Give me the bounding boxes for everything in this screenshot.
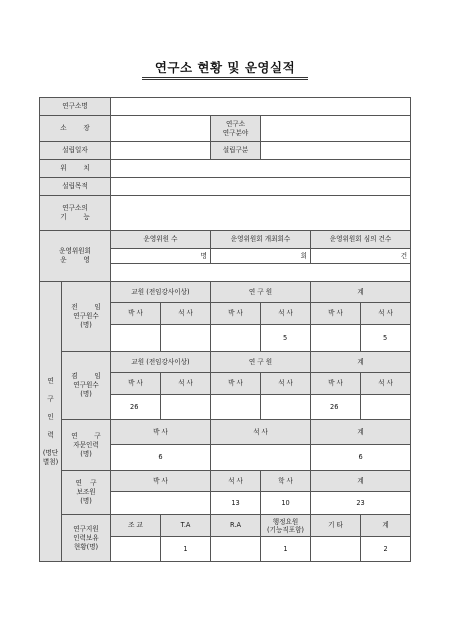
assistant-master-header: 석 사 xyxy=(211,471,261,492)
fulltime-sub-3: 박 사 xyxy=(211,303,261,325)
research-field-field[interactable] xyxy=(261,116,411,142)
fulltime-researcher-header: 연 구 원 xyxy=(211,282,311,303)
row-purpose xyxy=(40,178,411,196)
assistant-doctor-header: 박 사 xyxy=(111,471,211,492)
function-label: 연구소의 기 능 xyxy=(40,196,111,231)
advisory-label: 연 구 자문인력 (명) xyxy=(62,420,111,471)
support-admin-header: 행정요원 (기능직포함) xyxy=(261,515,311,537)
advisory-doctor-header: 박 사 xyxy=(111,420,211,445)
support-total-header: 계 xyxy=(361,515,411,537)
committee-reviews-unit[interactable]: 건 xyxy=(311,249,411,264)
founded-date-label: 설립일자 xyxy=(40,142,111,160)
row-assistant-header xyxy=(40,471,411,492)
parttime-val-1[interactable]: 26 xyxy=(111,395,161,420)
parttime-sub-4: 석 사 xyxy=(261,373,311,395)
assistant-master-value[interactable]: 13 xyxy=(211,492,261,515)
director-field[interactable] xyxy=(111,116,211,142)
row-function xyxy=(40,196,411,231)
fulltime-val-1[interactable] xyxy=(111,325,161,352)
function-field[interactable] xyxy=(111,196,411,231)
row-committee-header xyxy=(40,231,411,249)
fulltime-sub-4: 석 사 xyxy=(261,303,311,325)
advisory-master-header: 석 사 xyxy=(211,420,311,445)
committee-members-header: 운영위원 수 xyxy=(111,231,211,249)
fulltime-sub-1: 박 사 xyxy=(111,303,161,325)
purpose-label: 설립목적 xyxy=(40,178,111,196)
director-label: 소 장 xyxy=(40,116,111,142)
support-total-value[interactable]: 2 xyxy=(361,537,411,562)
parttime-sub-1: 박 사 xyxy=(111,373,161,395)
assistant-bachelor-value[interactable]: 10 xyxy=(261,492,311,515)
row-fulltime-header xyxy=(40,282,411,303)
fulltime-sub-2: 석 사 xyxy=(161,303,211,325)
support-other-value[interactable] xyxy=(311,537,361,562)
research-field-label: 연구소 연구분야 xyxy=(211,116,261,142)
fulltime-val-5[interactable] xyxy=(311,325,361,352)
parttime-val-6[interactable] xyxy=(361,395,411,420)
founding-type-field[interactable] xyxy=(261,142,411,160)
committee-meetings-unit[interactable]: 회 xyxy=(211,249,311,264)
assistant-doctor-value[interactable] xyxy=(111,492,211,515)
row-founded xyxy=(40,142,411,160)
assistant-total-header: 계 xyxy=(311,471,411,492)
row-advisory-header xyxy=(40,420,411,445)
support-label: 연구지원 인력보유 현황(명) xyxy=(62,515,111,562)
parttime-val-4[interactable] xyxy=(261,395,311,420)
advisory-doctor-value[interactable]: 6 xyxy=(111,445,211,471)
advisory-master-value[interactable] xyxy=(211,445,311,471)
committee-label: 운영위원회 운 영 xyxy=(40,231,111,282)
fulltime-total-header: 계 xyxy=(311,282,411,303)
institute-status-form xyxy=(39,97,411,562)
founding-type-label: 설립구분 xyxy=(211,142,261,160)
fulltime-label: 전 임 연구원수 (명) xyxy=(62,282,111,352)
support-ta-value[interactable]: 1 xyxy=(161,537,211,562)
support-ta-assistant-header: 조 교 xyxy=(111,515,161,537)
fulltime-val-4[interactable]: 5 xyxy=(261,325,311,352)
assistant-label: 연 구 보조원 (명) xyxy=(62,471,111,515)
row-support-header xyxy=(40,515,411,537)
research-manpower-label: 연 구 인 력 (명단 별첨) xyxy=(40,282,62,562)
parttime-researcher-header: 연 구 원 xyxy=(211,352,311,373)
committee-reviews-header: 운영위원회 심의 건수 xyxy=(311,231,411,249)
parttime-faculty-header: 교원 (전임강사이상) xyxy=(111,352,211,373)
advisory-total-header: 계 xyxy=(311,420,411,445)
fulltime-val-3[interactable] xyxy=(211,325,261,352)
support-ta-header: T.A xyxy=(161,515,211,537)
parttime-val-3[interactable] xyxy=(211,395,261,420)
fulltime-val-2[interactable] xyxy=(161,325,211,352)
support-ra-value[interactable] xyxy=(211,537,261,562)
committee-meetings-header: 운영위원회 개최회수 xyxy=(211,231,311,249)
support-admin-value[interactable]: 1 xyxy=(261,537,311,562)
fulltime-sub-5: 박 사 xyxy=(311,303,361,325)
row-parttime-header xyxy=(40,352,411,373)
purpose-field[interactable] xyxy=(111,178,411,196)
location-field[interactable] xyxy=(111,160,411,178)
support-ta-assistant-value[interactable] xyxy=(111,537,161,562)
founded-date-field[interactable] xyxy=(111,142,211,160)
support-other-header: 기 타 xyxy=(311,515,361,537)
parttime-sub-6: 석 사 xyxy=(361,373,411,395)
advisory-total-value[interactable]: 6 xyxy=(311,445,411,471)
committee-blank xyxy=(111,264,411,282)
parttime-sub-2: 석 사 xyxy=(161,373,211,395)
row-location xyxy=(40,160,411,178)
committee-members-unit[interactable]: 명 xyxy=(111,249,211,264)
fulltime-sub-6: 석 사 xyxy=(361,303,411,325)
row-institute-name xyxy=(40,98,411,116)
assistant-total-value[interactable]: 23 xyxy=(311,492,411,515)
institute-name-field[interactable] xyxy=(111,98,411,116)
row-director xyxy=(40,116,411,142)
parttime-total-header: 계 xyxy=(311,352,411,373)
parttime-val-2[interactable] xyxy=(161,395,211,420)
support-ra-header: R.A xyxy=(211,515,261,537)
parttime-sub-3: 박 사 xyxy=(211,373,261,395)
document-title: 연구소 현황 및 운영실적 xyxy=(154,60,296,75)
location-label: 위 치 xyxy=(40,160,111,178)
title-underline xyxy=(142,77,308,80)
parttime-label: 겸 임 연구원수 (명) xyxy=(62,352,111,420)
parttime-val-5[interactable]: 26 xyxy=(311,395,361,420)
assistant-bachelor-header: 학 사 xyxy=(261,471,311,492)
fulltime-val-6[interactable]: 5 xyxy=(361,325,411,352)
parttime-sub-5: 박 사 xyxy=(311,373,361,395)
fulltime-faculty-header: 교원 (전임강사이상) xyxy=(111,282,211,303)
institute-name-label: 연구소명 xyxy=(40,98,111,116)
